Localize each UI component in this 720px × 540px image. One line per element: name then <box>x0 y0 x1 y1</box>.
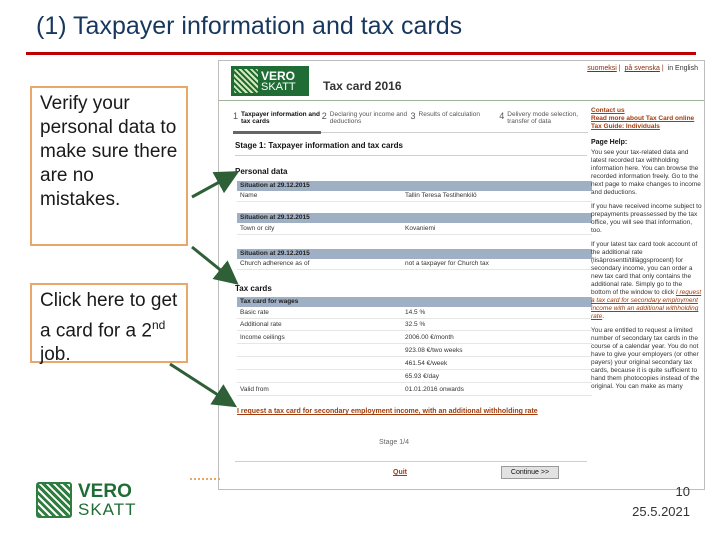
vero-skatt-logo <box>36 480 152 520</box>
slide-title: (1) Taxpayer information and tax cards <box>36 12 463 40</box>
help-paragraph-additional-rate <box>591 241 703 321</box>
table-row <box>237 386 592 396</box>
help-paragraph: You see your tax-related data and latest recorded tax withholding information here. You can browse the recorded information freely. Go to the next page to make changes to income and deductions. <box>591 149 701 196</box>
help-text: If your latest tax card took account of the additional rate (lisäprosentti/tilläggsprocent) for secondary income, you can order a new tax card that only contains the additional rate. Simply go to the bottom of the window to click <box>591 241 698 296</box>
row-key: Additional rate <box>240 321 282 328</box>
step-1 <box>233 107 322 132</box>
step-label: Results of calculation <box>418 111 480 118</box>
step-4 <box>499 107 588 132</box>
row-key: Church adherence as of <box>240 260 310 267</box>
step-label: Declaring your income and deductions <box>329 111 408 125</box>
page-heading: Tax card 2016 <box>323 79 402 93</box>
logo-word-skatt: SKATT <box>78 500 137 519</box>
row-value: 01.01.2016 onwards <box>405 386 464 393</box>
active-step-indicator <box>233 131 321 134</box>
tax-card-bar: Tax card for wages <box>237 297 592 307</box>
lang-link-swedish[interactable]: på svenska <box>624 65 660 72</box>
table-row <box>237 373 592 383</box>
callout-second-job <box>30 283 188 366</box>
logo-word-vero: VERO <box>261 68 296 83</box>
lang-link-english: in English <box>667 65 698 72</box>
progress-steps <box>233 107 588 133</box>
language-links: suomeksi | på svenska | in English <box>587 65 698 72</box>
divider <box>235 461 587 462</box>
situation-bar: Situation at 29.12.2015 <box>237 249 592 259</box>
row-key: Valid from <box>240 386 269 393</box>
help-paragraph: If you have received income subject to prepayments preassessed by the tax office, you will see that information, too. <box>591 203 702 234</box>
step-number: 2 <box>321 111 327 121</box>
tax-card-screenshot <box>218 60 705 490</box>
row-value: 65.93 €/day <box>405 373 439 380</box>
tax-cards-heading: Tax cards <box>235 284 272 293</box>
callout-second-job-tail: job. <box>40 344 71 366</box>
row-value: 14.5 % <box>405 309 426 316</box>
callout-verify-text: Verify your personal data to make sure there are no mistakes. <box>40 93 178 210</box>
table-row <box>237 260 592 270</box>
step-number: 4 <box>499 111 505 121</box>
row-value: not a taxpayer for Church tax <box>405 260 489 267</box>
read-more-link[interactable]: Read more about Tax Card online <box>591 115 695 122</box>
lang-link-finnish[interactable]: suomeksi <box>587 65 617 72</box>
table-row <box>237 225 592 235</box>
row-value: 923.08 €/two weeks <box>405 347 463 354</box>
help-inline-link[interactable]: I request a tax card for secondary employment income with an additional withholding rate <box>591 289 702 320</box>
table-row <box>237 334 592 344</box>
callout-second-job-text: Click here to get a card for a 2 <box>40 290 178 342</box>
table-row <box>237 360 592 370</box>
row-value: 32.5 % <box>405 321 426 328</box>
step-2 <box>322 107 411 132</box>
vero-logo-icon <box>234 69 258 93</box>
help-sidebar <box>591 107 703 391</box>
step-label: Delivery mode selection, transfer of data <box>507 111 579 125</box>
row-key: Income ceilings <box>240 334 285 341</box>
stage-heading: Stage 1: Taxpayer information and tax cards <box>235 141 403 150</box>
divider <box>235 155 587 156</box>
step-number: 1 <box>233 111 239 121</box>
contact-link[interactable]: Contact us <box>591 107 625 114</box>
row-value: 461.54 €/week <box>405 360 448 367</box>
personal-data-heading: Personal data <box>235 167 288 176</box>
page-number: 10 <box>675 484 690 499</box>
row-value: Tallin Teresa Testihenkilö <box>405 192 477 199</box>
continue-button[interactable]: Continue >> <box>501 466 559 479</box>
row-key: Town or city <box>240 225 275 232</box>
row-key: Basic rate <box>240 309 269 316</box>
table-row <box>237 347 592 357</box>
callout-verify-data <box>30 86 188 246</box>
table-row <box>237 309 592 319</box>
step-number: 3 <box>410 111 416 121</box>
tax-guide-link[interactable]: Tax Guide: Individuals <box>591 123 660 130</box>
situation-bar: Situation at 29.12.2015 <box>237 181 592 191</box>
secondary-tax-card-link[interactable]: I request a tax card for secondary employment income, with an additional withholding rate <box>237 408 538 415</box>
decorative-dotted-line <box>190 478 220 480</box>
step-3 <box>411 107 500 132</box>
table-row <box>237 192 592 202</box>
stage-indicator: Stage 1/4 <box>379 439 409 446</box>
row-value: Kovaniemi <box>405 225 436 232</box>
logo-word-vero: VERO <box>78 481 132 502</box>
screenshot-header <box>219 61 704 101</box>
help-text: . <box>602 313 605 320</box>
title-underline <box>26 52 696 55</box>
step-label: Taxpayer information and tax cards <box>241 111 320 125</box>
row-key: Name <box>240 192 258 199</box>
row-value: 2006.00 €/month <box>405 334 454 341</box>
help-heading: Page Help: <box>591 139 628 146</box>
quit-link[interactable]: Quit <box>393 469 407 476</box>
logo-word-skatt: SKATT <box>261 80 296 93</box>
vero-logo <box>231 66 309 96</box>
slide-date: 25.5.2021 <box>632 504 690 519</box>
situation-bar: Situation at 29.12.2015 <box>237 213 592 223</box>
vero-emblem-icon <box>36 482 72 518</box>
help-paragraph: You are entitled to request a limited number of secondary tax cards in the course of a calendar year. You do not have to give your employers (or other payers) your original secondary tax cards, because it is quite sufficient to hand them photocopies instead of the original. You can make as many <box>591 327 700 390</box>
callout-superscript: nd <box>151 318 166 332</box>
table-row <box>237 321 592 331</box>
